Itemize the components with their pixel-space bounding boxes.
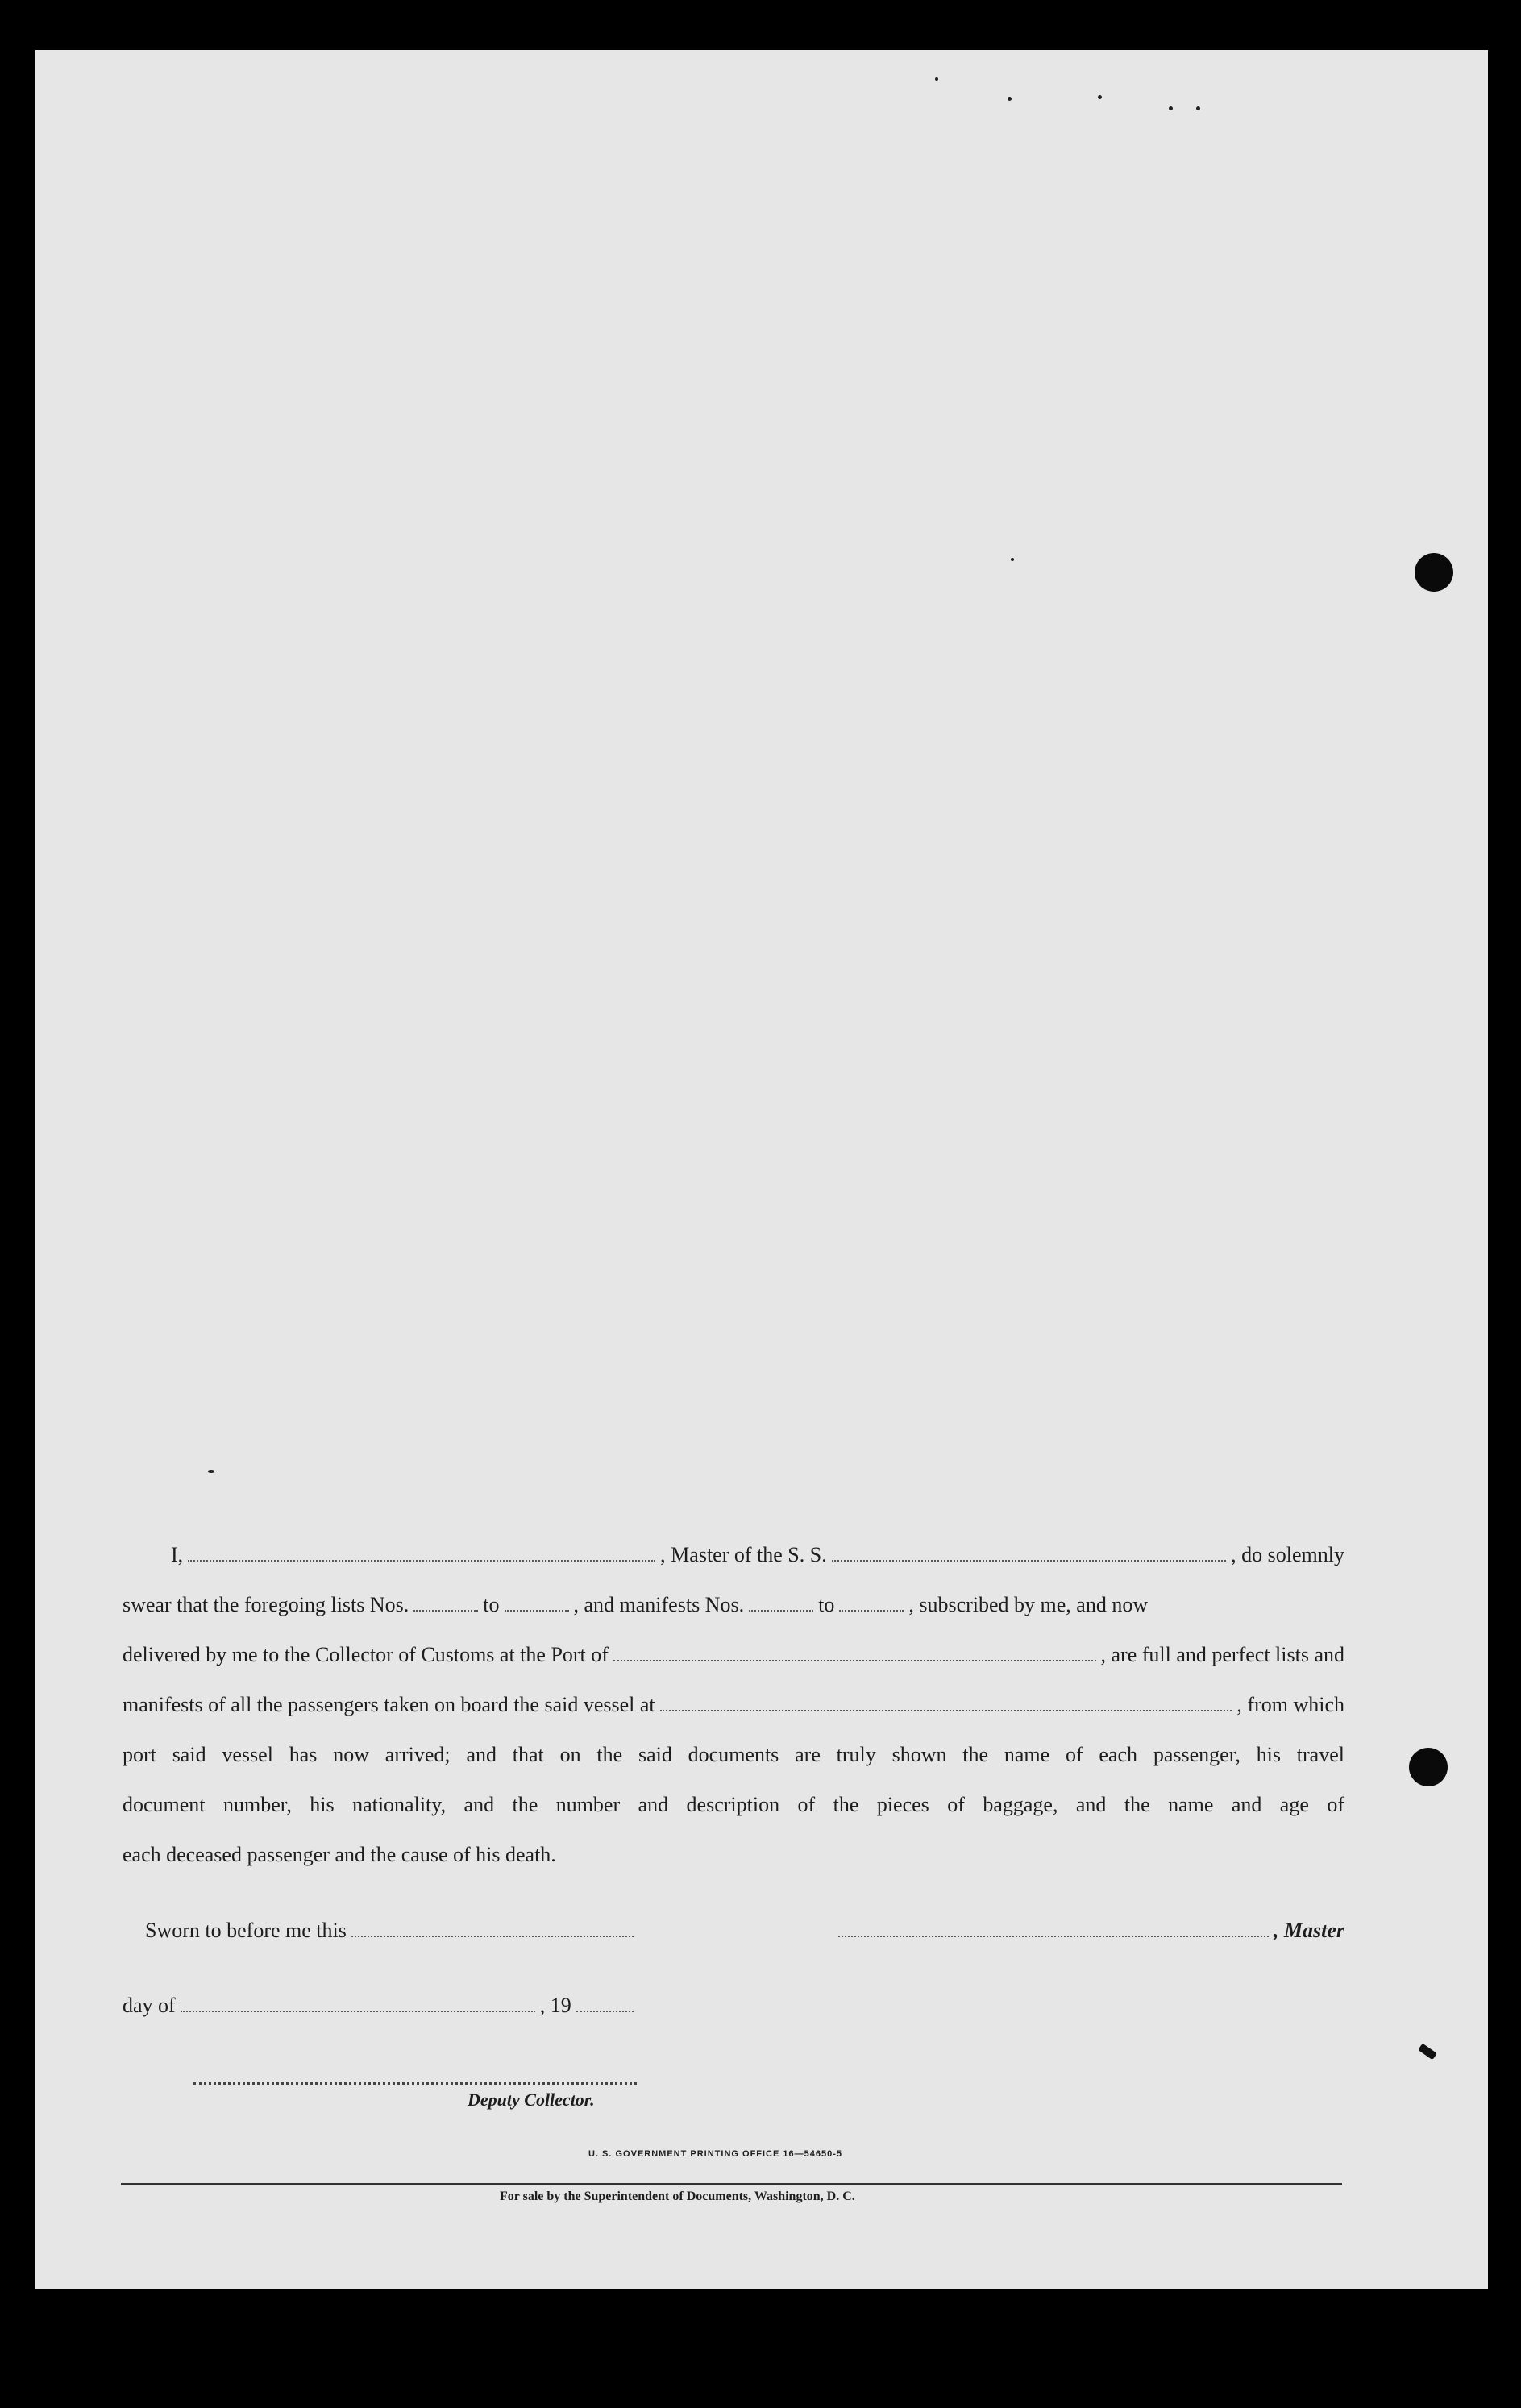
manifest-from-field[interactable] <box>749 1594 813 1612</box>
oath-text: delivered by me to the Collector of Customs at the Port of <box>123 1643 609 1666</box>
deputy-signature-line[interactable] <box>193 2082 637 2085</box>
port-field[interactable] <box>613 1644 1096 1661</box>
oath-line-4 <box>123 1693 1344 1717</box>
punch-hole <box>1415 553 1453 592</box>
vessel-name-field[interactable] <box>832 1544 1226 1562</box>
oath-line-3 <box>123 1643 1344 1667</box>
deputy-collector-label: Deputy Collector. <box>468 2090 595 2110</box>
year-label: , 19 <box>539 1994 571 2017</box>
oath-line-1 <box>123 1543 1344 1567</box>
manifest-to-field[interactable] <box>839 1594 904 1612</box>
sale-notice: For sale by the Superintendent of Documents, Washington, D. C. <box>500 2190 855 2203</box>
master-name-field[interactable] <box>188 1544 655 1562</box>
speck <box>1098 95 1102 99</box>
sworn-label: Sworn to before me this <box>145 1919 347 1942</box>
speck <box>935 77 938 81</box>
speck <box>1008 97 1012 101</box>
speck <box>1196 106 1200 110</box>
master-signature-field[interactable] <box>838 1919 1269 1937</box>
oath-text: , do solemnly <box>1231 1543 1344 1566</box>
oath-line-2 <box>123 1593 1344 1617</box>
oath-line-6 <box>123 1793 1344 1817</box>
oath-line-5 <box>123 1743 1344 1767</box>
speck <box>208 1470 214 1473</box>
departure-port-field[interactable] <box>660 1694 1232 1711</box>
oath-text: to <box>483 1593 500 1616</box>
day-field[interactable] <box>181 1994 535 2012</box>
oath-text: , from which <box>1236 1693 1344 1716</box>
printer-imprint: U. S. GOVERNMENT PRINTING OFFICE 16—54650-5 <box>588 2149 843 2159</box>
year-field[interactable] <box>576 1994 634 2012</box>
oath-text: manifests of all the passengers taken on board the said vessel at <box>123 1693 655 1716</box>
oath-text: to <box>818 1593 835 1616</box>
oath-text: port said vessel has now arrived; and that on the said documents are truly shown the name of each passenger, his travel <box>123 1743 1344 1766</box>
oath-text: , are full and perfect lists and <box>1100 1643 1344 1666</box>
punch-hole <box>1409 1748 1448 1786</box>
oath-text: each deceased passenger and the cause of his death. <box>123 1843 556 1866</box>
list-to-field[interactable] <box>505 1594 569 1612</box>
oath-text: , Master of the S. S. <box>660 1543 827 1566</box>
speck <box>1169 106 1173 110</box>
oath-line-7 <box>123 1843 1344 1867</box>
form-page <box>35 50 1488 2289</box>
oath-text: , subscribed by me, and now <box>908 1593 1149 1616</box>
oath-text: , and manifests Nos. <box>573 1593 745 1616</box>
day-label: day of <box>123 1994 176 2017</box>
list-from-field[interactable] <box>413 1594 478 1612</box>
oath-text: I, <box>171 1543 184 1566</box>
sworn-date-field[interactable] <box>351 1919 634 1937</box>
sworn-line <box>145 1919 638 1943</box>
speck <box>1011 558 1014 561</box>
day-line <box>123 1994 638 2018</box>
oath-text: document number, his nationality, and the number and description of the pieces of baggage, and the name and age of <box>123 1793 1344 1816</box>
master-label: , Master <box>1273 1919 1344 1942</box>
footer-rule <box>121 2183 1342 2185</box>
master-signature-line <box>833 1919 1344 1943</box>
oath-text: swear that the foregoing lists Nos. <box>123 1593 409 1616</box>
